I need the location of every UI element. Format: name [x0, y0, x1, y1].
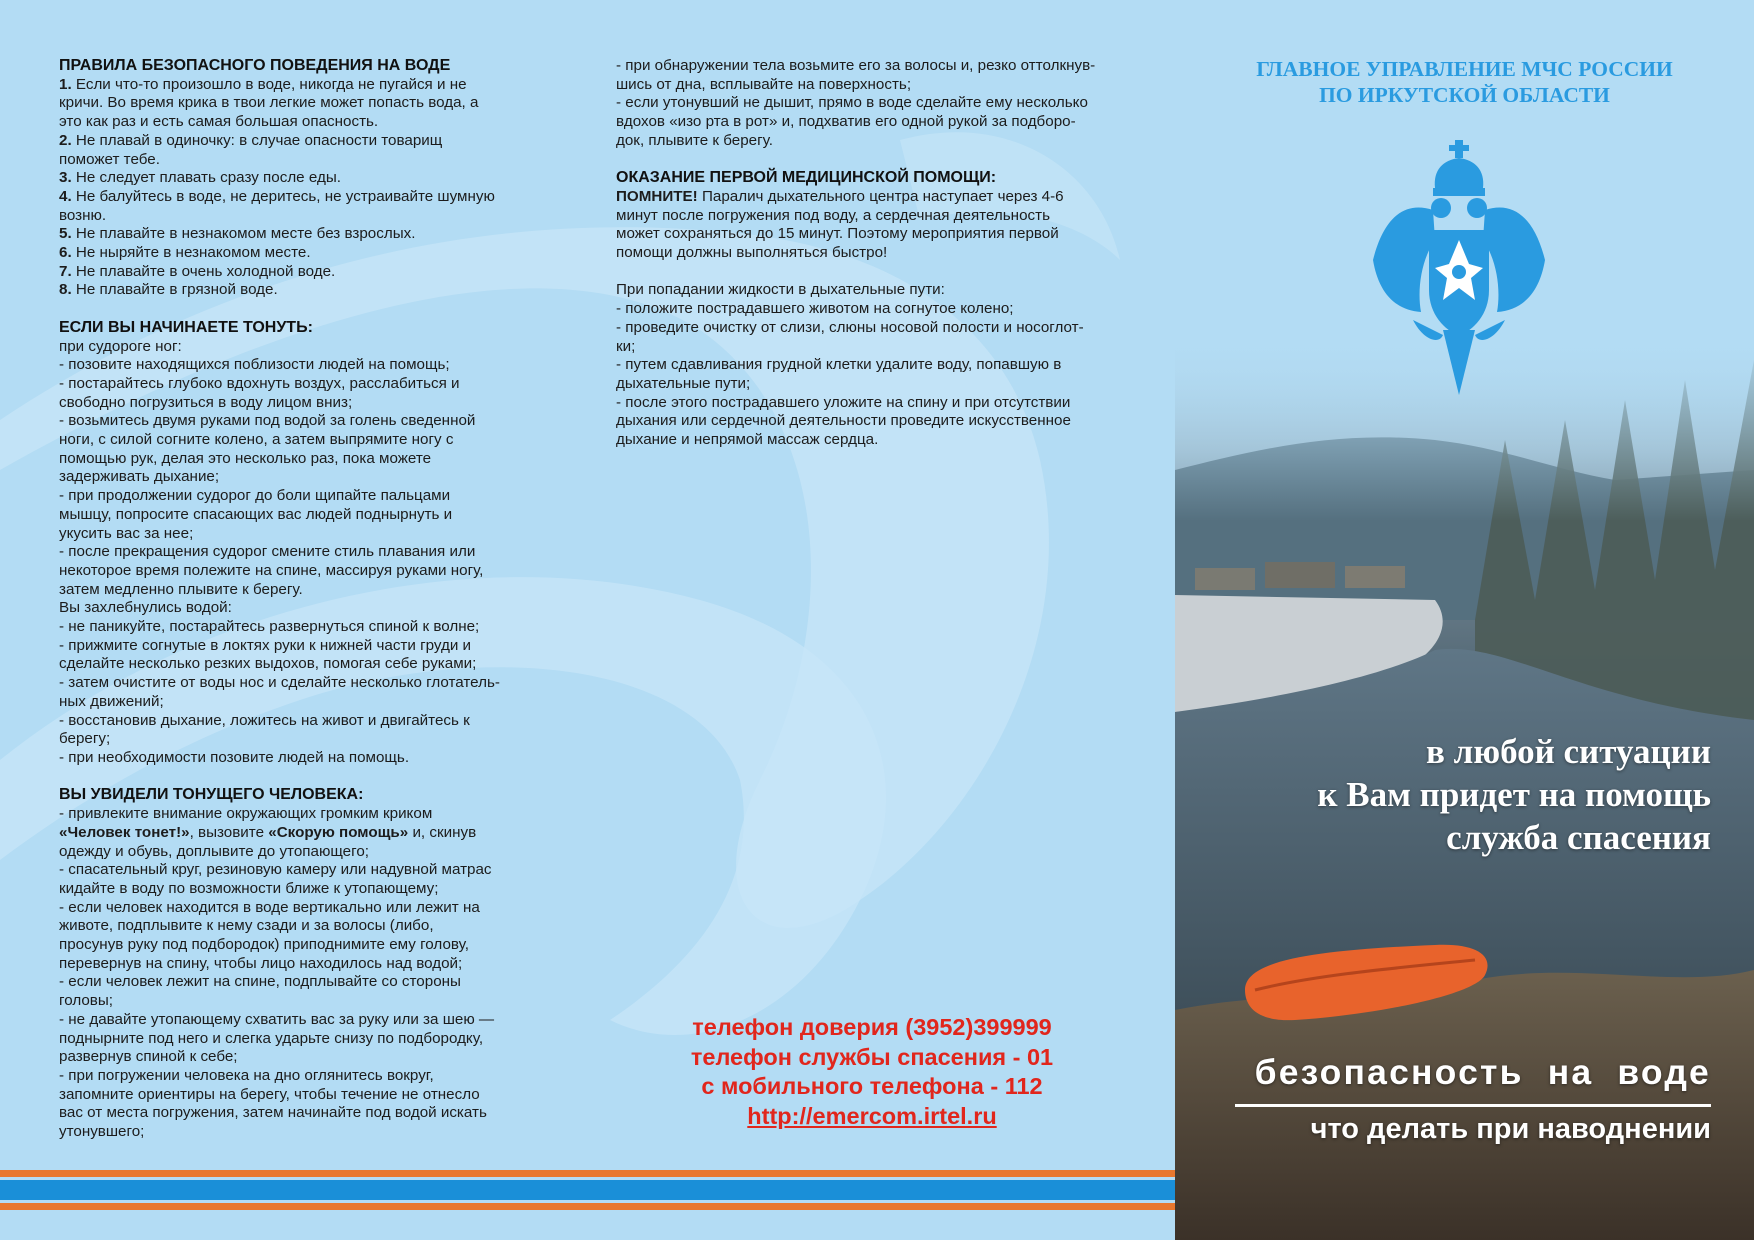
text-line: может сохраняться до 15 минут. Поэтому мероприятия первой — [616, 225, 1059, 243]
blue-stripe — [0, 1180, 1175, 1200]
bold-phrase: ПОМНИТЕ! — [616, 187, 698, 205]
text-line: запомните ориентиры на берегу, чтобы течение не отнесло — [59, 1085, 480, 1103]
orange-stripe-bottom — [0, 1203, 1175, 1210]
text-line: возню. — [59, 206, 107, 224]
rule-number: 5. — [59, 225, 72, 243]
rule-item — [59, 263, 549, 282]
text-fragment: и, скинув — [408, 823, 477, 841]
paragraph-gap — [59, 768, 549, 787]
mobile-phone: с мобильного телефона - 112 — [701, 1073, 1043, 1099]
text-line: поднырните под него и слегка ударьте снизу по подбородку, — [59, 1029, 484, 1047]
text-line: сделайте несколько резких выдохов, помогая себе руками; — [59, 655, 477, 673]
text-line: берегу; — [59, 730, 111, 748]
text-line: - после прекращения судорог смените стиль плавания или — [59, 543, 476, 561]
rescue-phone: телефон службы спасения - 01 — [690, 1043, 1054, 1070]
text-line: затем медленно плывите к берегу. — [59, 580, 303, 598]
text-line: - при обнаружении тела возьмите его за волосы и, резко оттолкнув- — [616, 57, 1096, 74]
rule-text: Не балуйтесь в воде, не деритесь, не устраивайте шумную — [71, 187, 495, 205]
text-line — [616, 188, 1156, 207]
rule-number: 8. — [59, 281, 72, 299]
text-line: - затем очистите от воды нос и сделайте несколько глотатель- — [59, 674, 500, 692]
text-line: перевернув на спину, чтобы лицо находилось над водой; — [59, 954, 463, 972]
rule-number: 2. — [59, 131, 72, 149]
rule-item — [59, 281, 549, 300]
text-line: - спасательный круг, резиновую камеру или надувной матрас — [59, 861, 492, 879]
cover-panel — [1175, 0, 1754, 1240]
section-heading: ВЫ УВИДЕЛИ ТОНУЩЕГО ЧЕЛОВЕКА: — [59, 786, 364, 804]
website-link[interactable]: http://emercom.irtel.ru — [747, 1102, 997, 1129]
text-line: - не давайте утопающему схватить вас за руку или за шею — — [59, 1010, 495, 1028]
brochure-title: безопасность на воде — [1254, 1052, 1711, 1092]
text-line: поможет тебе. — [59, 150, 160, 168]
text-line: головы; — [59, 992, 114, 1010]
text-line: одежду и обувь, доплывите до утопающего; — [59, 842, 369, 860]
text-line: шись от дна, всплывайте на поверхность; — [616, 75, 912, 93]
text-line: - позовите находящихся поблизости людей на помощь; — [59, 356, 450, 374]
text-line: дыхательные пути; — [616, 374, 751, 392]
trust-phone: телефон доверия (3952)399999 — [692, 1014, 1052, 1040]
first-aid-column — [616, 57, 1156, 450]
text-line: - постарайтесь глубоко вдохнуть воздух, расслабиться и — [59, 374, 460, 392]
text-line: кидайте в воду по возможности ближе к утопающему; — [59, 879, 439, 897]
text-fragment: Паралич дыхательного центра наступает через 4-6 — [697, 187, 1064, 205]
rule-number: 1. — [59, 75, 72, 93]
text-line: задерживать дыхание; — [59, 468, 220, 486]
text-line: ноги, с силой согните колено, а затем выпрямите ногу с — [59, 431, 454, 449]
rule-number: 4. — [59, 187, 72, 205]
text-line: утонувшего; — [59, 1123, 145, 1141]
rule-text: Не плавайте в очень холодной воде. — [71, 262, 336, 280]
text-line: - при продолжении судорог до боли щипайте пальцами — [59, 487, 451, 505]
text-line: кричи. Во время крика в твои легкие может попасть вода, а — [59, 94, 479, 112]
text-line: укусить вас за нее; — [59, 524, 194, 542]
text-line: вас от места погружения, затем начинайте под водой искать — [59, 1104, 487, 1122]
text-line: - при необходимости позовите людей на помощь. — [59, 749, 410, 766]
text-line: развернув спиной к себе; — [59, 1048, 238, 1066]
mchs-emblem-icon — [1373, 140, 1545, 395]
text-fragment: , вызовите — [189, 823, 269, 841]
text-line: - проведите очистку от слизи, слюны носовой полости и носоглот- — [616, 318, 1084, 336]
rule-item — [59, 76, 549, 95]
text-line: животе, подплывите к нему сзади и за волосы (либо, — [59, 917, 434, 935]
rule-number: 6. — [59, 244, 72, 262]
rule-text: Не плавай в одиночку: в случае опасности товарищ — [71, 131, 443, 149]
rule-item — [59, 188, 549, 207]
text-line: дыхания или сердечной деятельности проведите искусственное — [616, 412, 1071, 430]
rule-item — [59, 132, 549, 151]
bold-phrase: «Скорую помощь» — [268, 823, 409, 841]
rule-item — [59, 244, 549, 263]
text-line: свободно погрузиться в воду лицом вниз; — [59, 393, 353, 411]
paragraph-gap — [616, 151, 1156, 170]
rule-number: 7. — [59, 262, 72, 280]
text-line: - если человек находится в воде вертикально или лежит на — [59, 898, 480, 916]
text-line: - положите пострадавшего животом на согнутое колено; — [616, 300, 1014, 318]
organization-name: ГЛАВНОЕ УПРАВЛЕНИЕ МЧС РОССИИ ПО ИРКУТСКОЙ ОБЛАСТИ — [1256, 57, 1673, 107]
section-heading: ПРАВИЛА БЕЗОПАСНОГО ПОВЕДЕНИЯ НА ВОДЕ — [59, 57, 451, 74]
text-line: - при погружении человека на дно оглянитесь вокруг, — [59, 1066, 434, 1084]
text-line: помощью рук, делая это несколько раз, пока можете — [59, 449, 432, 467]
text-line: при судороге ног: — [59, 337, 182, 355]
text-line: - привлеките внимание окружающих громким криком — [59, 805, 433, 823]
paragraph-gap — [59, 300, 549, 319]
rule-text: Не ныряйте в незнакомом месте. — [71, 244, 311, 262]
rule-text: Не плавайте в незнакомом месте без взрослых. — [71, 225, 416, 243]
text-line: - если утонувший не дышит, прямо в воде сделайте ему несколько — [616, 94, 1088, 112]
paragraph-gap — [616, 263, 1156, 282]
text-line: это как раз и есть самая большая опасность. — [59, 113, 379, 131]
text-line: дыхание и непрямой массаж сердца. — [616, 431, 879, 449]
bold-phrase: «Человек тонет!» — [59, 823, 190, 841]
rule-text: Не следует плавать сразу после еды. — [71, 169, 341, 187]
text-line: ки; — [616, 337, 636, 355]
contact-phones — [616, 1013, 1128, 1131]
text-line: При попадании жидкости в дыхательные пути: — [616, 281, 945, 299]
text-line: некоторое время полежите на спине, массируя руками ногу, — [59, 561, 484, 579]
text-line: - после этого пострадавшего уложите на спину и при отсутствии — [616, 393, 1071, 411]
section-heading: ЕСЛИ ВЫ НАЧИНАЕТЕ ТОНУТЬ: — [59, 318, 313, 336]
rule-number: 3. — [59, 169, 72, 187]
text-line: - восстановив дыхание, ложитесь на живот и двигайтесь к — [59, 711, 470, 729]
text-line: док, плывите к берегу. — [616, 131, 773, 149]
text-line: Вы захлебнулись водой: — [59, 599, 232, 617]
text-line: минут после погружения под воду, а сердечная деятельность — [616, 206, 1050, 224]
rule-item — [59, 225, 549, 244]
orange-stripe-top — [0, 1170, 1175, 1177]
text-line: помощи должны выполняться быстро! — [616, 244, 888, 262]
rules-column — [59, 57, 549, 1142]
text-line: - путем сдавливания грудной клетки удалите воду, попавшую в — [616, 356, 1062, 374]
brochure-subtitle: что делать при наводнении — [1310, 1113, 1711, 1145]
text-line: - прижмите согнутые в локтях руки к нижней части груди и — [59, 636, 472, 654]
text-line: - если человек лежит на спине, подплывайте со стороны — [59, 973, 461, 991]
rule-item — [59, 169, 549, 188]
text-line: вдохов «изо рта в рот» и, подхватив его одной рукой за подборо- — [616, 113, 1076, 131]
section-heading: ОКАЗАНИЕ ПЕРВОЙ МЕДИЦИНСКОЙ ПОМОЩИ: — [616, 169, 997, 187]
text-line: ных движений; — [59, 692, 164, 710]
text-line: мышцу, попросите спасающих вас людей поднырнуть и — [59, 505, 453, 523]
text-line: - возьмитесь двумя руками под водой за голень сведенной — [59, 412, 476, 430]
slogan: в любой ситуации к Вам придет на помощь служба спасения — [1317, 732, 1711, 857]
text-line — [59, 824, 549, 843]
text-line: - не паникуйте, постарайтесь развернуться спиной к волне; — [59, 618, 480, 636]
rule-text: Не плавайте в грязной воде. — [71, 281, 278, 299]
text-line: просунув руку под подбородок) приподнимите ему голову, — [59, 936, 469, 954]
title-divider — [1235, 1104, 1711, 1107]
rule-text: Если что-то произошло в воде, никогда не пугайся и не — [71, 75, 467, 93]
